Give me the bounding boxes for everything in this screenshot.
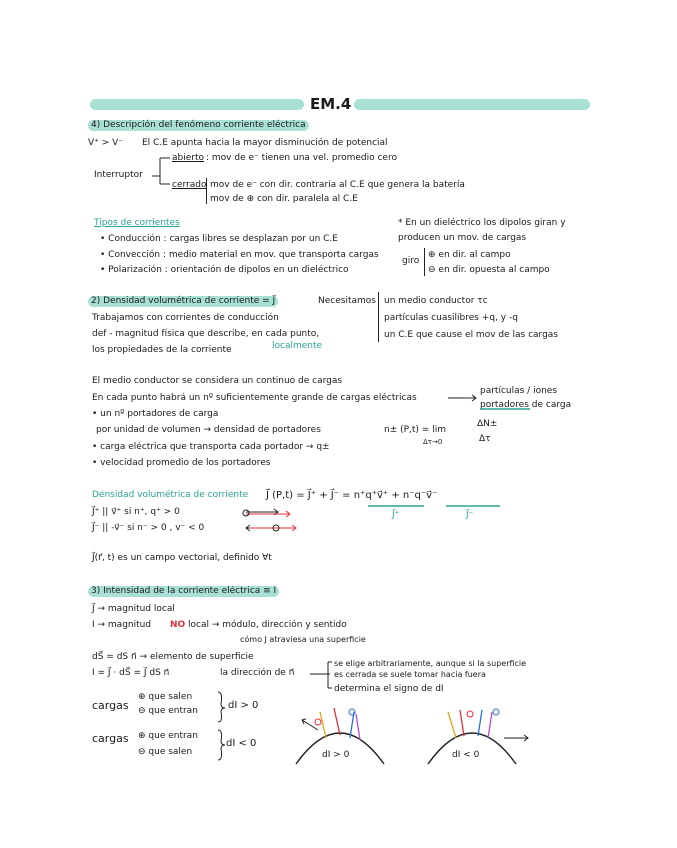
medio-bullet-1b: por unidad de volumen → densidad de portadores [96, 425, 321, 435]
surface-2 [428, 733, 516, 764]
tipos-item-3: • Polarización : orientación de dipolos en un dieléctrico [100, 265, 349, 275]
j-vec-2d [488, 712, 492, 738]
giro-line-2: ⊖ en dir. opuesta al campo [428, 265, 550, 275]
surface-1 [296, 733, 384, 764]
s2-line-3: los propiedades de la corriente [92, 345, 232, 355]
field-statement: J⃗(r⃗, t) es un campo vectorial, definido ∀t [92, 553, 272, 563]
densidad-equation: J⃗ (P,t) = J⃗⁺ + J⃗⁻ = n⁺q⁺v⃗⁺ + n⁻q⁻v⃗⁻ [266, 490, 438, 501]
s2-line-1: Trabajamos con corrientes de conducción [92, 313, 279, 323]
figure-1-label: dI > 0 [322, 750, 350, 760]
need-1: un medio conductor τc [384, 296, 488, 306]
densidad-label: Densidad volumétrica de corriente [92, 490, 249, 500]
section-3-heading: 3) Intensidad de la corriente eléctrica ≡ I [88, 586, 279, 597]
plus-charge-2 [467, 711, 473, 717]
section-2-heading: 2) Densidad volumétrica de corriente = J⃗ [88, 296, 278, 307]
giro-label: giro [402, 256, 420, 266]
dir-note-2: es cerrada se suele tomar hacia fuera [334, 670, 486, 679]
formula-lim: Δτ→0 [423, 438, 443, 446]
giro-line-1: ⊕ en dir. al campo [428, 250, 511, 260]
dir-bracket [328, 662, 332, 688]
interruptor-label: Interruptor [94, 170, 143, 180]
cargas-entran: ⊖ que entran [138, 706, 198, 716]
tipos-item-1: • Conducción : cargas libres se desplazan por un C.E [100, 234, 338, 244]
result-negative: dI < 0 [226, 738, 257, 749]
minus-charge-2 [493, 709, 499, 715]
j-vec-1b [334, 708, 340, 735]
dielectric-note-2: producen un mov. de cargas [398, 233, 527, 243]
portadores-carga: portadores de carga [480, 400, 572, 410]
direccion-n: la dirección de n⃗ [220, 668, 295, 678]
cargas-salen-2: ⊖ que salen [138, 747, 193, 757]
dielectric-note-1: * En un dieléctrico los dipolos giran y [398, 218, 566, 228]
cargas-label-2: cargas [92, 732, 129, 745]
ce-direction: El C.E apunta hacia la mayor disminución de potencial [142, 138, 388, 148]
abierto-text: : mov de e⁻ tienen una vel. promedio cero [206, 153, 397, 163]
figure-2-label: dI < 0 [452, 750, 480, 760]
formula-den: Δτ [479, 434, 491, 444]
brace-negative [218, 730, 225, 760]
dir-note-3: determina el signo de dI [334, 684, 444, 694]
formula-lhs: n± (P,t) = lim [384, 425, 446, 435]
page-title: EM.4 [310, 95, 352, 113]
cerrado-line-1: mov de e⁻ con dir. contraria al C.E que genera la batería [210, 180, 465, 190]
cargas-entran-2: ⊕ que entran [138, 731, 198, 741]
result-positive: dI > 0 [228, 700, 259, 711]
need-3: un C.E que cause el mov de las cargas [384, 330, 558, 340]
cerrado-label: cerrado [172, 180, 207, 190]
s3-line-2b: local → módulo, dirección y sentido [188, 620, 347, 630]
cerrado-line-2: mov de ⊕ con dir. paralela al C.E [210, 194, 358, 204]
s3-line-3: dS⃗ = dS n⃗ → elemento de superficie [92, 652, 254, 662]
s3-line-1: J⃗ → magnitud local [92, 604, 175, 614]
no-word: NO [170, 620, 186, 630]
cond-1: J⃗⁺ || v⃗⁺ si n⁺, q⁺ > 0 [92, 507, 180, 517]
s2-line-2: def - magnitud física que describe, en cada punto, [92, 329, 320, 339]
necesitamos: Necesitamos [318, 296, 376, 306]
normal-2 [504, 735, 528, 741]
medio-bullet-1: • un nº portadores de carga [92, 409, 219, 419]
j-vec-2a [448, 712, 456, 738]
potential-relation: V⁺ > V⁻ [88, 138, 124, 148]
particulas-iones: partículas / iones [480, 386, 558, 396]
j-vec-1a [320, 712, 326, 738]
tipos-item-2: • Convección : medio material en mov. que transporta cargas [100, 250, 379, 260]
cond-2: J⃗⁻ || -v⃗⁻ si n⁻ > 0 , v⁻ < 0 [92, 523, 205, 533]
j-vec-2c [478, 710, 482, 736]
j-vec-1d [356, 714, 360, 740]
j-vec-1c [350, 712, 354, 738]
need-2: partículas cuasilibres +q, y -q [384, 313, 518, 323]
formula-num: ΔN± [477, 419, 498, 429]
medio-line-1: El medio conductor se considera un continuo de cargas [92, 376, 343, 386]
brace-positive [218, 692, 225, 722]
section-4-heading: 4) Descripción del fenómeno corriente eléctrica [88, 120, 309, 131]
s3-line-4: I = J⃗ · dS⃗ = J⃗ dS n⃗ [92, 668, 170, 678]
charge-plus [243, 510, 249, 516]
localmente: localmente [272, 341, 323, 351]
dir-note-1: se elige arbitrariamente, aunque si la superficie [334, 659, 527, 668]
minus-charge-1 [349, 709, 355, 715]
abierto-label: abierto [172, 153, 205, 163]
s3-line-2a: I → magnitud [92, 620, 152, 630]
medio-bullet-3: • velocidad promedio de los portadores [92, 458, 271, 468]
plus-charge-1 [315, 719, 321, 725]
particulas-arrow [448, 395, 476, 401]
cargas-label-1: cargas [92, 699, 129, 712]
s3-line-2c: cómo J atraviesa una superficie [240, 635, 366, 644]
medio-bullet-2: • carga eléctrica que transporta cada portador → q± [92, 442, 330, 452]
jminus-label: J⃗⁻ [466, 510, 474, 520]
j-vec-2b [460, 710, 464, 736]
interruptor-branch [152, 158, 170, 184]
tipos-heading: Tipos de corrientes [94, 218, 180, 228]
jplus-label: J⃗⁺ [392, 510, 400, 520]
medio-line-2: En cada punto habrá un nº suficientemente grande de cargas eléctricas [92, 393, 417, 403]
cargas-salen: ⊕ que salen [138, 692, 193, 702]
